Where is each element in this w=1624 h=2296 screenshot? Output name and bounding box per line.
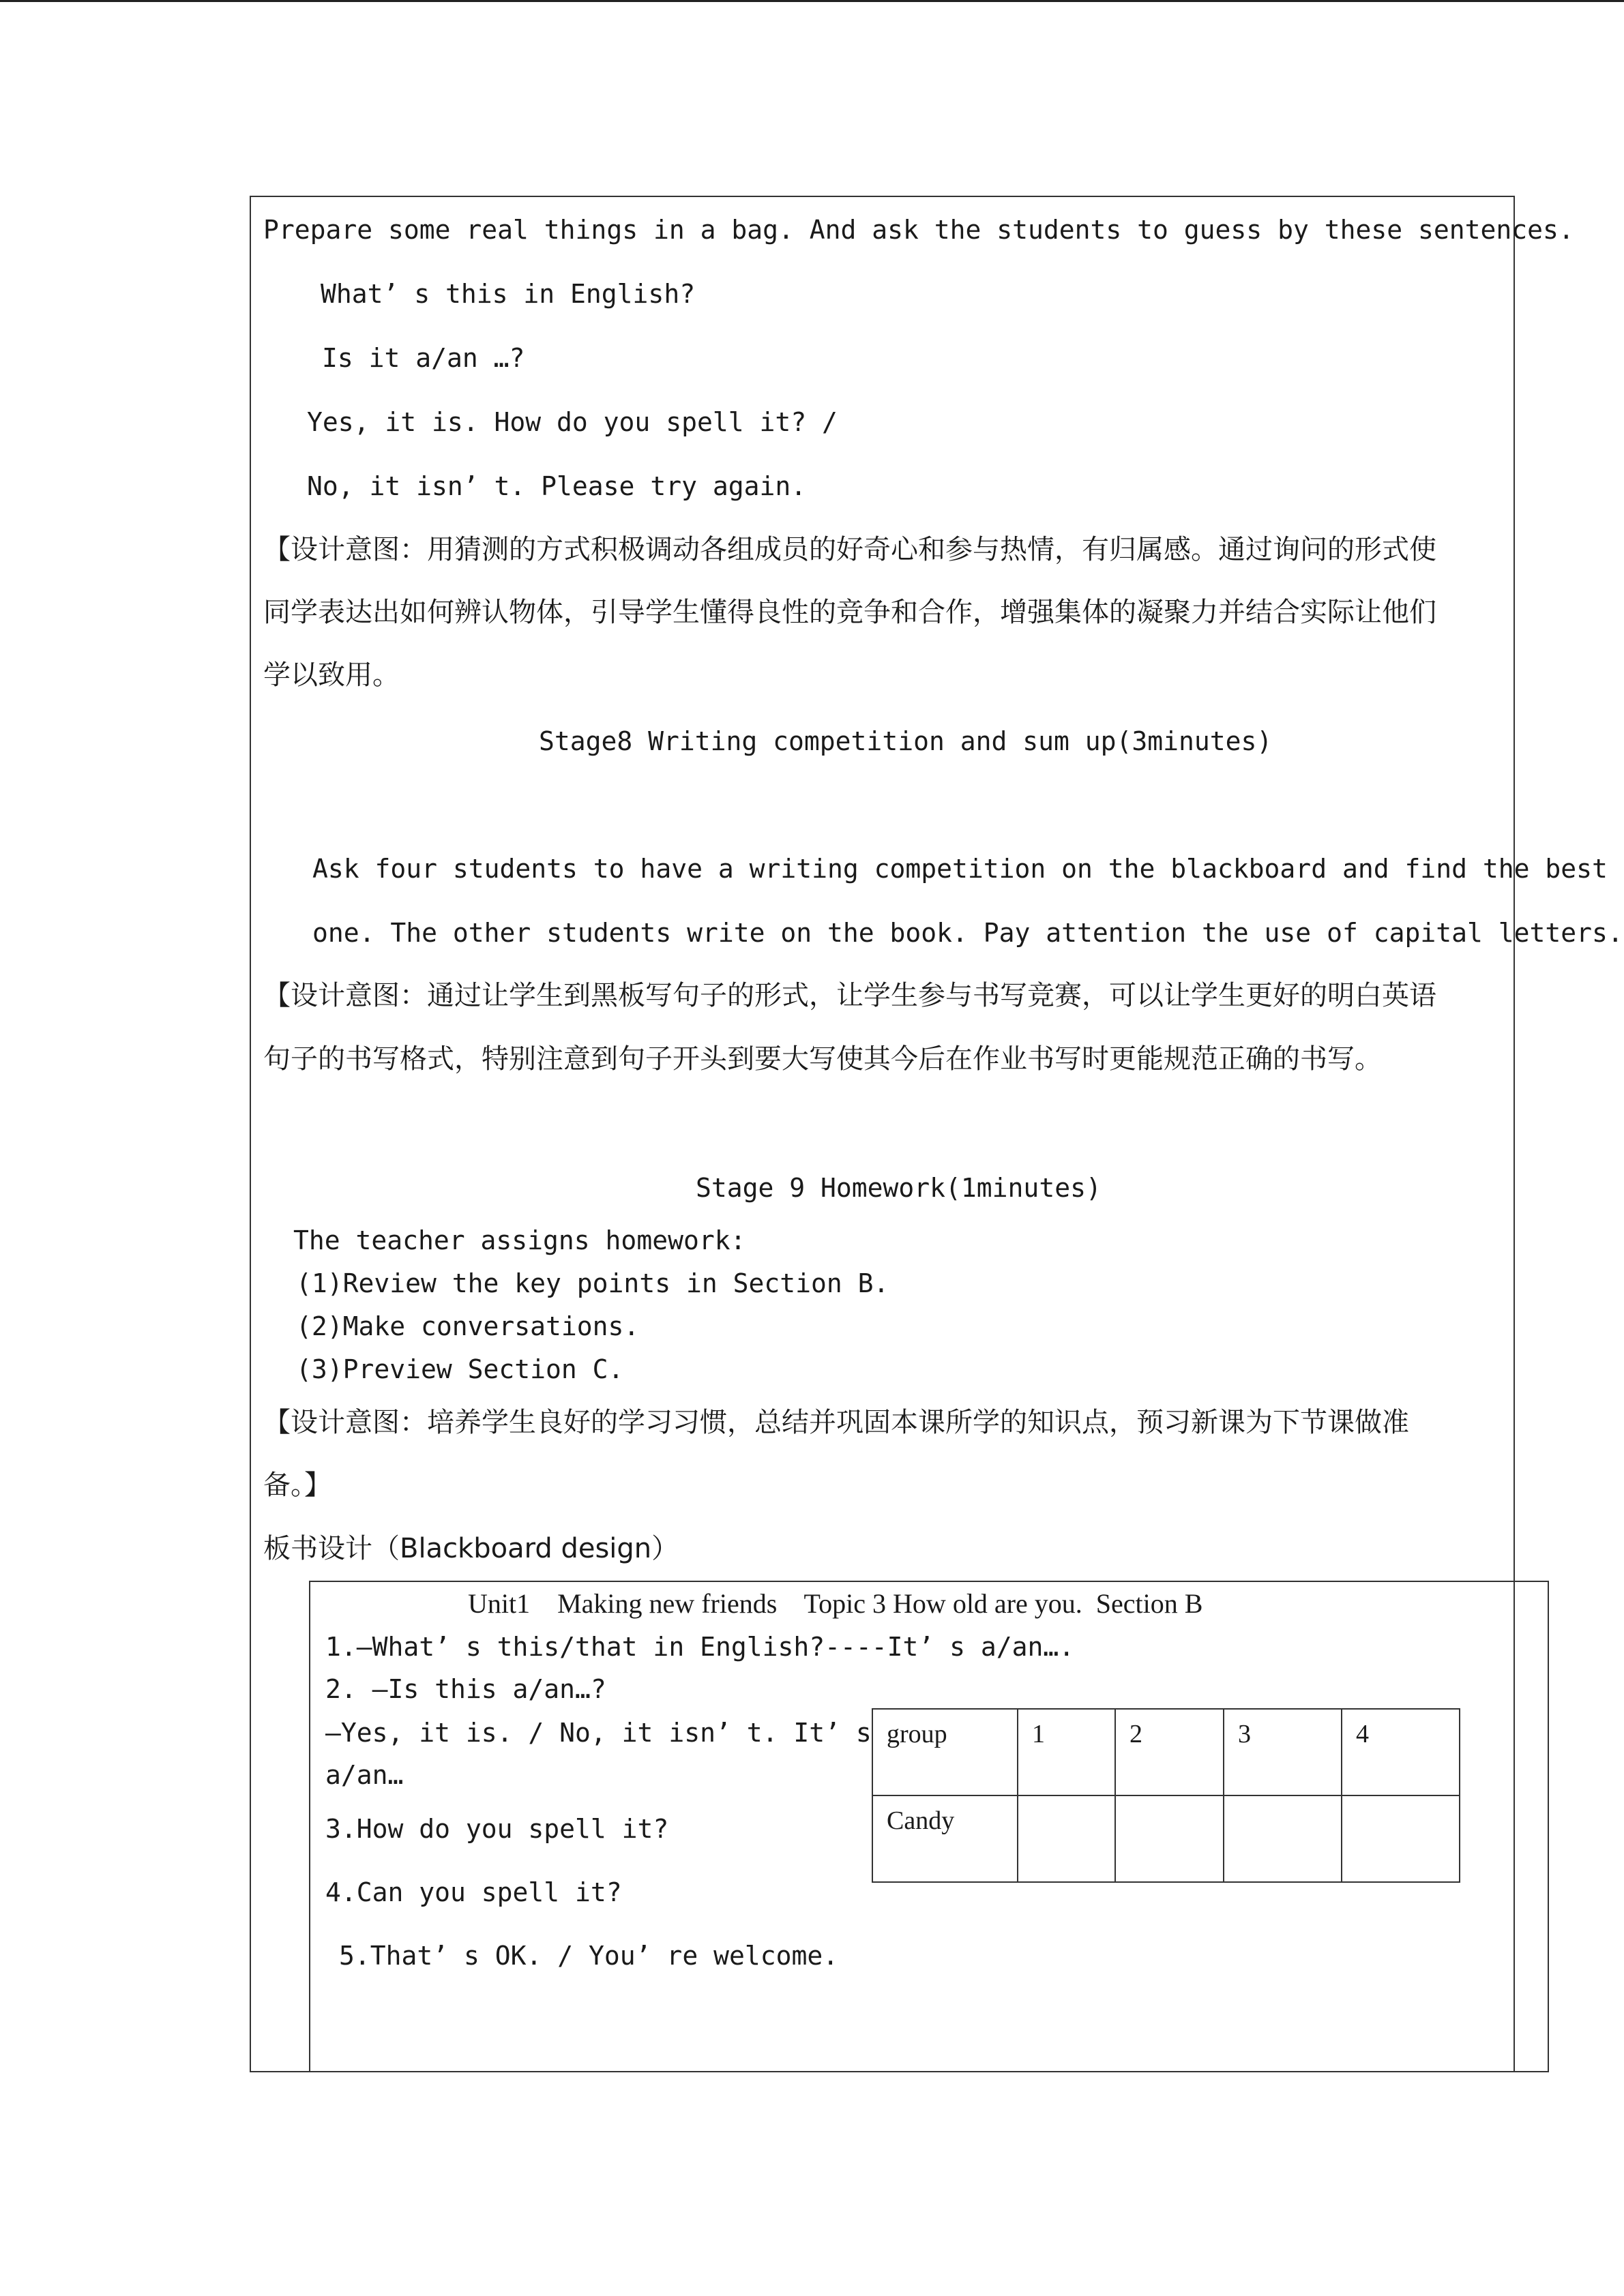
stage9-title: Stage 9 Homework(1minutes)	[696, 1173, 1102, 1203]
design-intent: 【设计意图：通过让学生到黑板写句子的形式，让学生参与书写竞赛，可以让学生更好的明白英语	[263, 980, 1436, 1011]
table-cell	[1115, 1795, 1224, 1882]
answer-line: No, it isn’ t. Please try again.	[307, 471, 807, 501]
table-row	[872, 1709, 1460, 1795]
blackboard-sentence: 2. —Is this a/an…?	[325, 1674, 606, 1704]
question-line: What’ s this in English?	[321, 279, 696, 309]
table-cell: 4	[1342, 1709, 1460, 1795]
intro-line: Prepare some real things in a bag. And ask the students to guess by these sentences.	[263, 215, 1574, 245]
design-intent: 学以致用。	[263, 659, 400, 691]
table-cell: 2	[1115, 1709, 1224, 1795]
table-cell: 1	[1018, 1709, 1115, 1795]
homework-item: (1)Review the key points in Section B.	[296, 1268, 889, 1298]
design-intent: 同学表达出如何辨认物体，引导学生懂得良性的竞争和合作，增强集体的凝聚力并结合实际让他们	[263, 597, 1436, 628]
design-intent: 【设计意图：培养学生良好的学习习惯，总结并巩固本课所学的知识点，预习新课为下节课做准	[263, 1407, 1409, 1438]
table-cell	[1224, 1795, 1342, 1882]
blackboard-title: Unit1 Making new friends Topic 3 How old are you. Section B	[468, 1588, 1203, 1619]
top-rule	[0, 0, 1624, 2]
stage8-body: one. The other students write on the book. Pay attention the use of capital letters.	[312, 918, 1623, 948]
homework-item: (2)Make conversations.	[296, 1311, 640, 1341]
table-cell: group	[872, 1709, 1018, 1795]
table-cell	[1018, 1795, 1115, 1882]
stage8-title: Stage8 Writing competition and sum up(3minutes)	[539, 726, 1273, 756]
design-intent: 句子的书写格式，特别注意到句子开头到要大写使其今后在作业书写时更能规范正确的书写。	[263, 1043, 1382, 1075]
homework-item: (3)Preview Section C.	[296, 1354, 624, 1384]
blackboard-sentence: 1.—What’ s this/that in English?----It’ s a/an….	[325, 1632, 1075, 1662]
blackboard-sentence: 3.How do you spell it?	[325, 1814, 669, 1844]
table-cell: Candy	[872, 1795, 1018, 1882]
blackboard-sentence: 4.Can you spell it?	[325, 1877, 622, 1907]
blackboard-label: 板书设计（Blackboard design）	[263, 1533, 679, 1564]
blackboard-sentence: —Yes, it is. / No, it isn’ t. It’ s	[325, 1718, 872, 1748]
homework-lead: The teacher assigns homework:	[293, 1225, 746, 1255]
table-cell: 3	[1224, 1709, 1342, 1795]
group-score-table	[872, 1708, 1460, 1883]
table-row	[872, 1795, 1460, 1882]
design-intent: 【设计意图：用猜测的方式积极调动各组成员的好奇心和参与热情，有归属感。通过询问的形式使	[263, 534, 1436, 565]
blackboard-sentence: a/an…	[325, 1760, 404, 1790]
table-cell	[1342, 1795, 1460, 1882]
blackboard-sentence: 5.That’ s OK. / You’ re welcome.	[339, 1941, 839, 1971]
design-intent: 备。】	[263, 1470, 331, 1501]
answer-line: Yes, it is. How do you spell it? /	[307, 407, 838, 437]
question-line: Is it a/an …?	[322, 343, 525, 373]
stage8-body: Ask four students to have a writing competition on the blackboard and find the best	[312, 854, 1608, 884]
